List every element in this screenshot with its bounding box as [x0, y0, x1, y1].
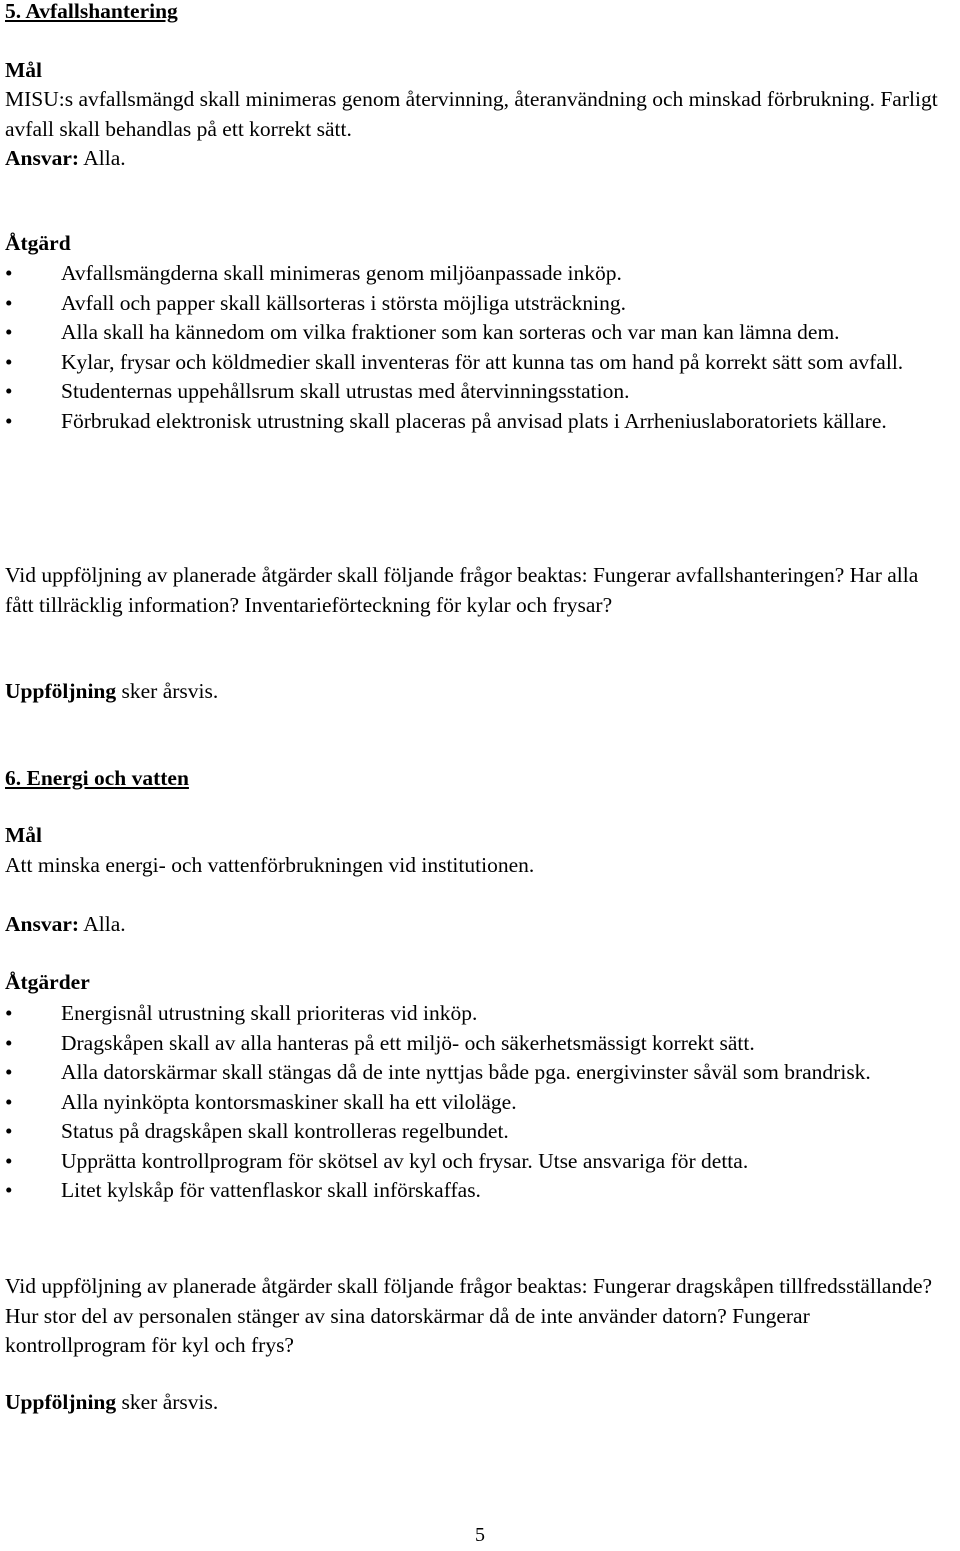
- followup-value: sker årsvis.: [121, 679, 219, 703]
- list-item: • Studenternas uppehållsrum skall utrustas med återvinningsstation.: [5, 377, 950, 407]
- followup-label: Uppföljning: [5, 679, 117, 703]
- list-item: • Alla skall ha kännedom om vilka fraktioner som kan sorteras och var man kan lämna dem.: [5, 318, 950, 348]
- list-item: • Upprätta kontrollprogram för skötsel av kyl och frysar. Utse ansvariga för detta.: [5, 1147, 950, 1177]
- bullet-icon: •: [5, 1089, 13, 1114]
- section-6-followup: [5, 1388, 218, 1418]
- list-item: • Alla datorskärmar skall stängas då de inte nyttjas både pga. energivinster såväl som brandrisk.: [5, 1058, 950, 1088]
- section-5-actions-label: Åtgärd: [5, 231, 71, 255]
- section-6-actions-label: Åtgärder: [5, 970, 90, 994]
- bullet-icon: •: [5, 349, 13, 374]
- page-number: 5: [475, 1524, 485, 1546]
- section-5-heading: 5. Avfallshantering: [5, 0, 178, 23]
- bullet-icon: •: [5, 320, 13, 344]
- section-6-followup-questions: Vid uppföljning av planerade åtgärder skall följande frågor beaktas: Fungerar dragskåpen tillfredsställande? Hur stor del av personalen stänger av sina datorskärmar då de inte använder datorn? Fungerar kontrollprogram för kyl och frys?: [5, 1274, 933, 1357]
- section-5-responsibility: [5, 144, 126, 174]
- section-5-followup: [5, 677, 218, 707]
- section-6-goal-label: Mål: [5, 823, 43, 847]
- responsibility-value: Alla.: [83, 912, 126, 936]
- section-6-goal-text: Att minska energi- och vattenförbrukningen vid institutionen.: [5, 853, 535, 877]
- list-item: • Alla nyinköpta kontorsmaskiner skall ha ett viloläge.: [5, 1088, 950, 1118]
- bullet-icon: •: [5, 261, 13, 285]
- responsibility-label: Ansvar:: [5, 146, 80, 170]
- bullet-icon: •: [5, 1148, 13, 1173]
- bullet-icon: •: [5, 1178, 13, 1202]
- section-6-responsibility: [5, 910, 126, 940]
- list-item: • Dragskåpen skall av alla hanteras på ett miljö- och säkerhetsmässigt korrekt sätt.: [5, 1029, 950, 1059]
- bullet-icon: •: [5, 290, 13, 315]
- bullet-icon: •: [5, 1119, 13, 1143]
- section-5-actions-list: [5, 259, 950, 436]
- section-6-heading: 6. Energi och vatten: [5, 766, 189, 790]
- section-5-goal-label: Mål: [5, 58, 43, 82]
- list-item: • Kylar, frysar och köldmedier skall inventeras för att kunna tas om hand på korrekt sätt som avfall.: [5, 348, 950, 378]
- bullet-icon: •: [5, 408, 13, 433]
- section-6-actions-list: [5, 999, 950, 1206]
- bullet-icon: •: [5, 1001, 13, 1025]
- section-5-goal-text: MISU:s avfallsmängd skall minimeras genom återvinning, återanvändning och minskad förbrukning. Farligt avfall skall behandlas på ett korrekt sätt.: [5, 87, 938, 141]
- list-item: • Litet kylskåp för vattenflaskor skall införskaffas.: [5, 1176, 950, 1206]
- list-item: • Avfallsmängderna skall minimeras genom miljöanpassade inköp.: [5, 259, 950, 289]
- bullet-icon: •: [5, 1060, 13, 1084]
- list-item: • Förbrukad elektronisk utrustning skall placeras på anvisad plats i Arrheniuslaboratoriets källare.: [5, 407, 950, 437]
- responsibility-value: Alla.: [83, 146, 126, 170]
- list-item: • Energisnål utrustning skall prioriteras vid inköp.: [5, 999, 950, 1029]
- bullet-icon: •: [5, 379, 13, 403]
- bullet-icon: •: [5, 1030, 13, 1055]
- followup-label: Uppföljning: [5, 1390, 117, 1414]
- list-item: • Avfall och papper skall källsorteras i största möjliga utsträckning.: [5, 289, 950, 319]
- section-5-followup-questions: Vid uppföljning av planerade åtgärder skall följande frågor beaktas: Fungerar avfallshanteringen? Har alla fått tillräcklig information? Inventarieförteckning för kylar och frysar?: [5, 563, 919, 617]
- responsibility-label: Ansvar:: [5, 912, 80, 936]
- list-item: • Status på dragskåpen skall kontrolleras regelbundet.: [5, 1117, 950, 1147]
- followup-value: sker årsvis.: [121, 1390, 219, 1414]
